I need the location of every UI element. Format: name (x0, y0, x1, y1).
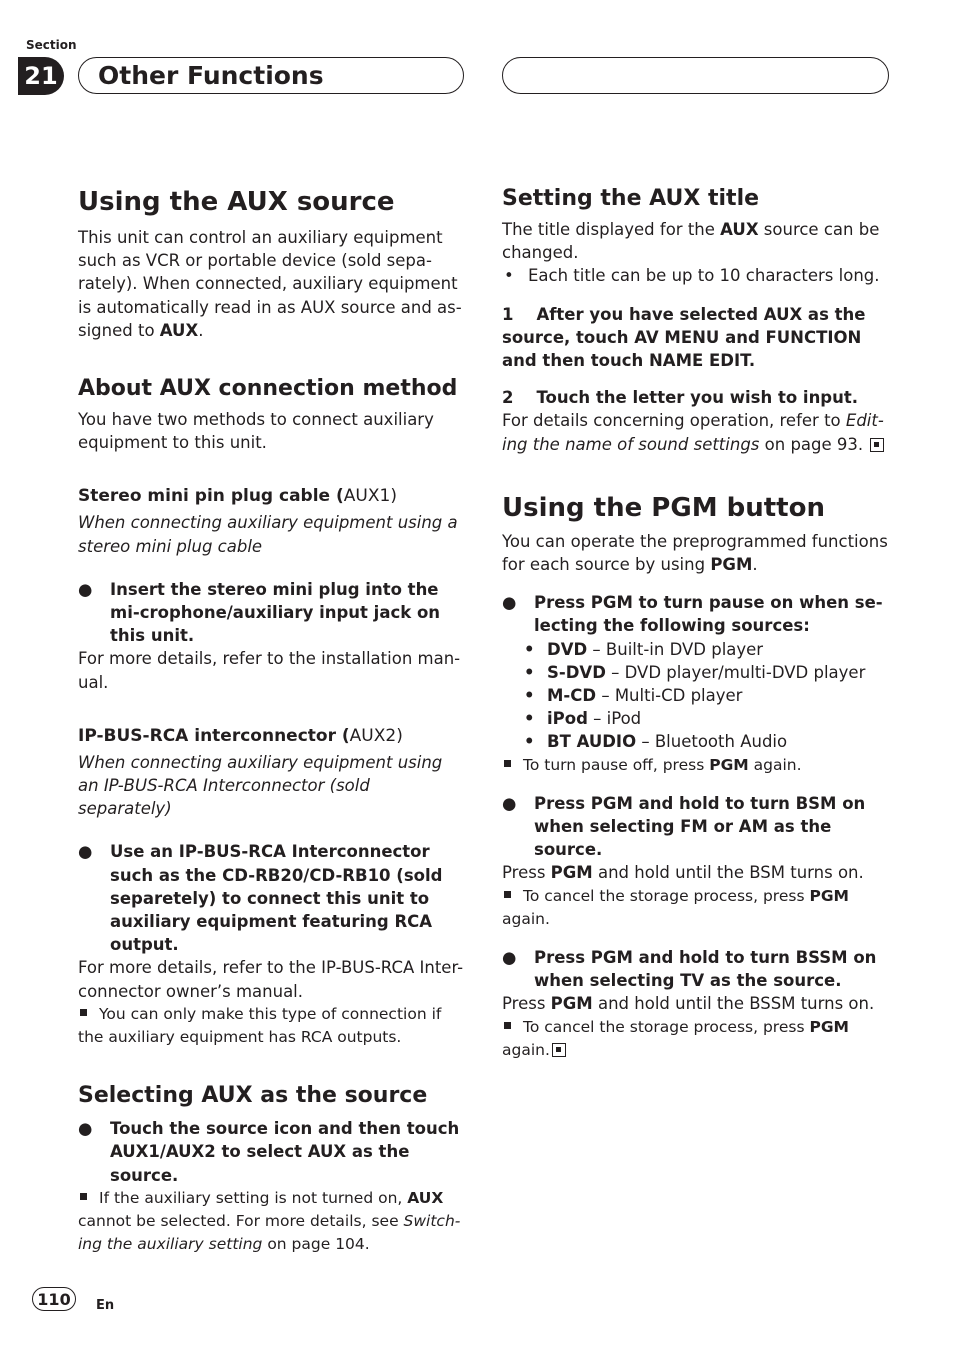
section-number-badge: 21 (18, 57, 64, 95)
heading-connection-method: About AUX connection method (78, 376, 458, 402)
bullet-dot-icon: ● (78, 1119, 93, 1139)
pgm-step-bsm: ● Press PGM and hold to turn BSM on when selecting FM or AM as the source. (502, 793, 866, 860)
heading-aux-title: Setting the AUX title (502, 186, 760, 211)
heading-aux1: Stereo mini pin plug cable (AUX1) (78, 486, 397, 507)
aux1-detail: For more details, refer to the installation man-ual. (78, 649, 461, 692)
list-item: • Each title can be up to 10 characters long. (502, 264, 890, 287)
pgm-note-bssm-cancel: To cancel the storage process, press PGM again. (502, 1017, 849, 1059)
aux-title-step-2: 2 Touch the letter you wish to input. (502, 388, 859, 408)
section-label: Section (26, 38, 77, 52)
heading-pgm-button: Using the PGM button (502, 492, 825, 523)
bullet-dot-icon: ● (502, 793, 517, 813)
bullet-dot-icon: ● (78, 842, 93, 862)
header-empty-frame (502, 57, 889, 94)
right-column (502, 184, 890, 1062)
aux2-subtitle: When connecting auxiliary equipment using an IP-BUS-RCA Interconnector (sold separately) (78, 752, 443, 819)
heading-selecting-aux: Selecting AUX as the source (78, 1083, 428, 1109)
aux-title-step-2-detail: For details concerning operation, refer to Edit-ing the name of sound settings on page 93. (502, 411, 884, 454)
list-item: • S-DVD – DVD player/multi-DVD player (524, 661, 890, 684)
pgm-source-list (502, 638, 890, 754)
language-label: En (96, 1298, 115, 1313)
end-mark-icon (870, 438, 884, 452)
pgm-step-bssm: ● Press PGM and hold to turn BSSM on when selecting TV as the source. (502, 948, 877, 991)
pgm-bsm-detail: Press PGM and hold until the BSM turns on. (502, 863, 864, 883)
left-column (78, 184, 466, 1257)
connection-method-text: You have two methods to connect auxiliary equipment to this unit. (78, 410, 434, 453)
pgm-intro: You can operate the preprogrammed functions for each source by using PGM. (502, 531, 888, 575)
aux2-step: ● Use an IP-BUS-RCA Interconnector such as the CD-RB20/CD-RB10 (sold separetely) to connect this unit to auxiliary equipment featuring RCA output. (78, 842, 443, 955)
selecting-step: ● Touch the source icon and then touch AUX1/AUX2 to select AUX as the source. (78, 1119, 460, 1185)
bullet-dot-icon: ● (78, 579, 93, 599)
bullet-dot-icon: ● (502, 593, 517, 613)
aux2-detail: For more details, refer to the IP-BUS-RCA Inter-connector owner’s manual. (78, 958, 464, 1001)
note-square-icon (80, 1193, 87, 1200)
aux-title-intro: The title displayed for the AUX source can be changed. (502, 220, 880, 263)
end-mark-icon (552, 1043, 566, 1057)
aux-title-step-1: 1 After you have selected AUX as the source, touch AV MENU and FUNCTION and then touch NAME EDIT. (502, 304, 866, 371)
note-square-icon (504, 760, 511, 767)
list-item: • iPod – iPod (524, 707, 890, 730)
bullet-dot-icon: ● (502, 948, 517, 968)
note-square-icon (80, 1009, 87, 1016)
selecting-note: If the auxiliary setting is not turned on, AUX cannot be selected. For more details, see Switch-ing the auxiliary setting on page 104. (78, 1188, 461, 1254)
aux1-step: ● Insert the stereo mini plug into the mi-crophone/auxiliary input jack on this unit. (78, 579, 441, 646)
page-number: 110 (32, 1287, 76, 1311)
heading-aux2: IP-BUS-RCA interconnector (AUX2) (78, 725, 403, 746)
aux-source-intro: This unit can control an auxiliary equipment such as VCR or portable device (sold sepa-rately). When connected, auxiliary equipment is automatically read in as AUX source and as-signed to AUX. (78, 228, 462, 340)
aux-title-bullets (502, 264, 890, 287)
pgm-note-bsm-cancel: To cancel the storage process, press PGM again. (502, 886, 849, 928)
note-square-icon (504, 1022, 511, 1029)
note-square-icon (504, 891, 511, 898)
aux2-note: You can only make this type of connection if the auxiliary equipment has RCA outputs. (78, 1004, 442, 1047)
heading-aux-source: Using the AUX source (78, 187, 395, 217)
list-item: • BT AUDIO – Bluetooth Audio (524, 730, 890, 753)
pgm-bssm-detail: Press PGM and hold until the BSSM turns on. (502, 994, 875, 1014)
list-item: • M-CD – Multi-CD player (524, 684, 890, 707)
aux1-subtitle: When connecting auxiliary equipment using a stereo mini plug cable (78, 513, 458, 556)
list-item: • DVD – Built-in DVD player (524, 638, 890, 661)
pgm-note-pause-off: To turn pause off, press PGM again. (502, 754, 890, 777)
pgm-step-pause: ● Press PGM to turn pause on when se-lecting the following sources: (502, 593, 883, 636)
section-title: Other Functions (98, 61, 324, 90)
